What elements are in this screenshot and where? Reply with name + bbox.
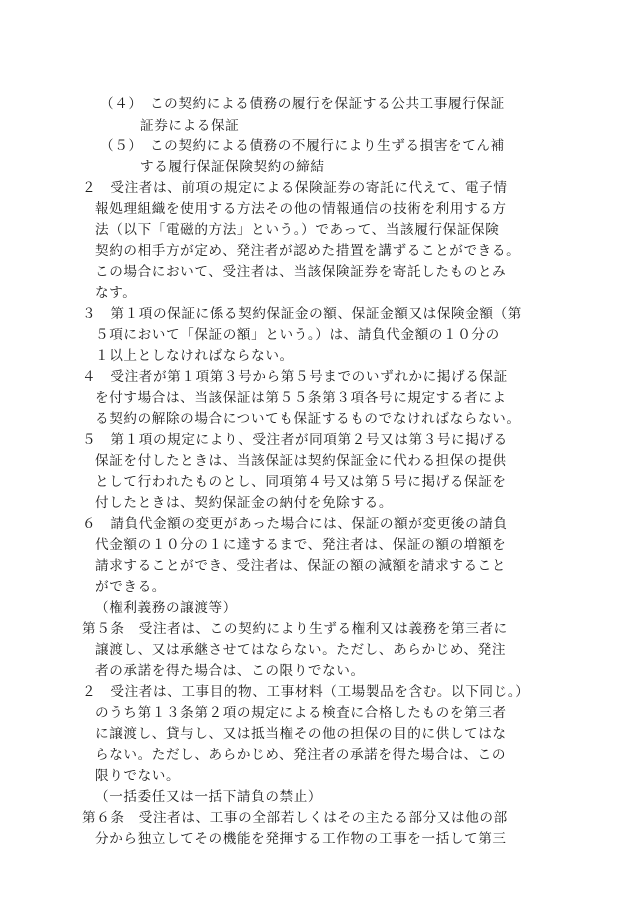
text-line: 契約の相手方が定め、発注者が認めた措置を講ずることができる。 [95, 243, 521, 259]
text-line: 者の承諾を得た場合は、この限りでない。 [95, 663, 365, 679]
text-line: る契約の解除の場合についても保証するものでなければならない。 [95, 411, 521, 427]
article-line: 第６条 受注者は、工事の全部若しくはその主たる部分又は他の部 [82, 810, 508, 826]
text-line: なす。 [95, 285, 137, 301]
text-line: 代金額の１０分の１に達するまで、発注者は、保証の額の増額を [95, 537, 507, 553]
text-line: を付す場合は、当該保証は第５５条第３項各号に規定する者によ [95, 390, 507, 406]
text-line: ５項において「保証の額」という。）は、請負代金額の１０分の [95, 327, 500, 343]
text-line: ６ 請負代金額の変更があった場合には、保証の額が変更後の請負 [82, 516, 508, 532]
text-line: として行われたものとし、同項第４号又は第５号に掲げる保証を [95, 474, 507, 490]
text-line: この場合において、受注者は、当該保険証券を寄託したものとみ [95, 264, 507, 280]
text-line: 法（以下「電磁的方法」という。）であって、当該履行保証保険 [95, 222, 500, 238]
text-line: 付したときは、契約保証金の納付を免除する。 [95, 495, 394, 511]
text-line: ができる。 [95, 579, 166, 595]
text-line: ２ 受注者は、工事目的物、工事材料（工場製品を含む。以下同じ。） [82, 684, 530, 700]
text-line: に譲渡し、貸与し、又は抵当権その他の担保の目的に供してはな [95, 726, 507, 742]
text-line: 分から独立してその機能を発揮する工作物の工事を一括して第三 [95, 831, 507, 847]
text-line: （５） この契約による債務の不履行により生ずる損害をてん補 [100, 138, 505, 154]
text-line: らない。ただし、あらかじめ、発注者の承諾を得た場合は、この [95, 747, 507, 763]
text-line: 保証を付したときは、当該保証は契約保証金に代わる担保の提供 [95, 453, 507, 469]
text-line: 証券による保証 [140, 118, 240, 134]
text-line: 請求することができ、受注者は、保証の額の減額を請求すること [95, 558, 507, 574]
text-line: 譲渡し、又は承継させてはならない。ただし、あらかじめ、発注 [95, 642, 507, 658]
text-line: ３ 第１項の保証に係る契約保証金の額、保証金額又は保険金額（第 [82, 306, 523, 322]
text-line: のうち第１３条第２項の規定による検査に合格したものを第三者 [95, 705, 507, 721]
text-line: １以上としなければならない。 [95, 348, 294, 364]
text-line: （４） この契約による債務の履行を保証する公共工事履行保証 [100, 96, 505, 112]
text-line: する履行保証保険契約の締結 [140, 159, 325, 175]
text-line: 報処理組織を使用する方法その他の情報通信の技術を利用する方 [95, 201, 507, 217]
text-line: ４ 受注者が第１項第３号から第５号までのいずれかに掲げる保証 [82, 369, 508, 385]
section-heading: （一括委任又は一括下請負の禁止） [95, 789, 323, 805]
section-heading: （権利義務の譲渡等） [95, 600, 237, 616]
article-line: 第５条 受注者は、この契約により生ずる権利又は義務を第三者に [82, 621, 508, 637]
text-line: ２ 受注者は、前項の規定による保険証券の寄託に代えて、電子情 [82, 180, 508, 196]
text-line: ５ 第１項の規定により、受注者が同項第２号又は第３号に掲げる [82, 432, 508, 448]
text-line: 限りでない。 [95, 768, 181, 784]
